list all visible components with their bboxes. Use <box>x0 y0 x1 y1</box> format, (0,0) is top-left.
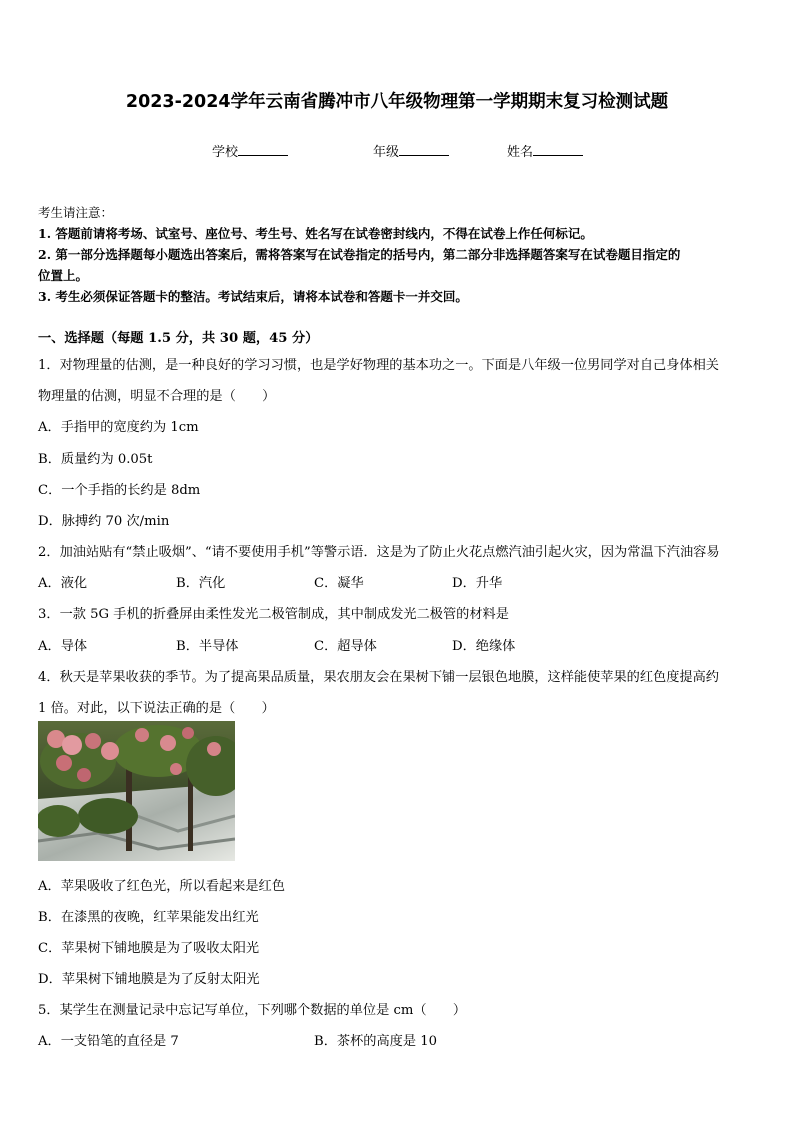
q5-option-a: A．一支铅笔的直径是 7 <box>38 1034 179 1049</box>
q1-option-a: A．手指甲的宽度约为 1cm <box>38 420 199 435</box>
notice-item: 1. 答题前请将考场、试室号、座位号、考生号、姓名写在试卷密封线内，不得在试卷上作任何标记。 <box>38 226 593 241</box>
q1-option-b: B．质量约为 0.05t <box>38 452 153 467</box>
notice-item: 3. 考生必须保证答题卡的整洁。考试结束后，请将本试卷和答题卡一并交回。 <box>38 289 468 304</box>
q2-option-d: D．升华 <box>452 576 503 591</box>
school-field <box>212 141 288 160</box>
q3-option-d: D．绝缘体 <box>452 639 516 654</box>
page-title: 2023-2024学年云南省腾冲市八年级物理第一学期期末复习检测试题 <box>125 92 669 112</box>
grade-field <box>373 141 449 160</box>
q4-option-d: D．苹果树下铺地膜是为了反射太阳光 <box>38 972 260 987</box>
name-label: 姓名 <box>507 145 534 160</box>
q2-option-c: C．凝华 <box>314 576 364 591</box>
name-field <box>507 141 583 160</box>
question-1-text: 物理量的估测，明显不合理的是（ ） <box>38 389 276 404</box>
q4-option-a: A．苹果吸收了红色光，所以看起来是红色 <box>38 879 285 894</box>
q4-option-c: C．苹果树下铺地膜是为了吸收太阳光 <box>38 941 260 956</box>
question-1-text: 1．对物理量的估测，是一种良好的学习习惯，也是学好物理的基本功之一。下面是八年级一位男同学对自己身体相关 <box>38 358 719 373</box>
q2-option-a: A．液化 <box>38 576 88 591</box>
grade-blank <box>399 143 449 156</box>
notice-item: 位置上。 <box>38 268 89 283</box>
notice-item: 2. 第一部分选择题每小题选出答案后，需将答案写在试卷指定的括号内，第二部分非选择题答案写在试卷题目指定的 <box>38 247 681 262</box>
q3-option-b: B．半导体 <box>176 639 239 654</box>
question-4-text: 4．秋天是苹果收获的季节。为了提高果品质量，果农朋友会在果树下铺一层银色地膜，这样能使苹果的红色度提高约 <box>38 670 719 685</box>
school-label: 学校 <box>212 145 239 160</box>
section-heading: 一、选择题（每题 1.5 分，共 30 题，45 分） <box>38 331 319 346</box>
apple-orchard-photo <box>38 721 235 861</box>
q3-option-c: C．超导体 <box>314 639 377 654</box>
question-2-text: 2．加油站贴有“禁止吸烟”、“请不要使用手机”等警示语．这是为了防止火花点燃汽油引起火灾，因为常温下汽油容易 <box>38 545 720 560</box>
q4-option-b: B．在漆黑的夜晚，红苹果能发出红光 <box>38 910 259 925</box>
q2-option-b: B．汽化 <box>176 576 226 591</box>
name-blank <box>533 143 583 156</box>
q1-option-d: D．脉搏约 70 次/min <box>38 514 170 529</box>
question-5-text: 5．某学生在测量记录中忘记写单位，下列哪个数据的单位是 cm（ ） <box>38 1003 467 1018</box>
q3-option-a: A．导体 <box>38 639 88 654</box>
q1-option-c: C．一个手指的长约是 8dm <box>38 483 201 498</box>
school-blank <box>238 143 288 156</box>
notice-heading: 考生请注意： <box>38 205 114 220</box>
q5-option-b: B．茶杯的高度是 10 <box>314 1034 437 1049</box>
question-4-text: 1 倍。对此，以下说法正确的是（ ） <box>38 701 275 716</box>
grade-label: 年级 <box>373 145 400 160</box>
question-3-text: 3．一款 5G 手机的折叠屏由柔性发光二极管制成，其中制成发光二极管的材料是 <box>38 607 509 622</box>
